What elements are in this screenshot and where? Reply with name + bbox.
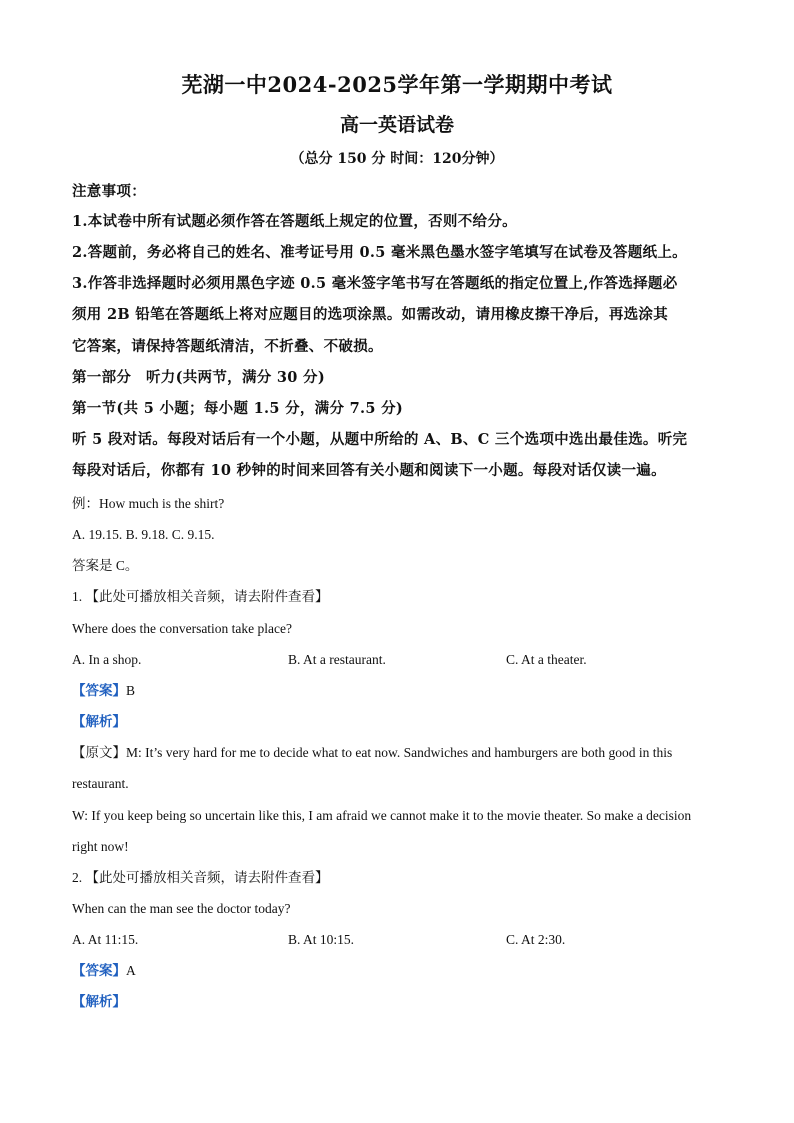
- instruction-item-3-line-1: 3.作答非选择题时必须用黑色字迹 0.5 毫米签字笔书写在答题纸的指定位置上,作答选择题必: [72, 275, 678, 292]
- section1-heading: 第一节(共 5 小题；每小题 1.5 分，满分 7.5 分): [72, 400, 404, 417]
- q1-audio-line: 1. 【此处可播放相关音频，请去附件查看】: [72, 589, 329, 604]
- q2-option-c: C. At 2:30.: [506, 932, 566, 947]
- instruction-item-2: 2.答题前，务必将自己的姓名、准考证号用 0.5 毫米黑色墨水签字笔填写在试卷及答题纸上。: [72, 244, 687, 261]
- listening-directions-line-2: 每段对话后，你都有 10 秒钟的时间来回答有关小题和阅读下一小题。每段对话仅读一遍。: [72, 462, 666, 479]
- listening-directions-line-1: 听 5 段对话。每段对话后有一个小题，从题中所给的 A、B、C 三个选项中选出最佳选。听完: [72, 431, 688, 448]
- instructions-heading: 注意事项：: [72, 183, 146, 200]
- q1-transcript-line-4: right now!: [72, 839, 129, 854]
- q1-transcript-text-1: M: It’s very hard for me to decide what to eat now. Sandwiches and hamburgers are both good in this: [126, 745, 673, 760]
- exam-score-time-note: （总分 150 分 时间：120分钟）: [290, 151, 504, 167]
- q1-option-b: B. At a restaurant.: [288, 652, 386, 667]
- q2-analysis-line: [72, 995, 732, 1009]
- q1-answer-line: [72, 684, 732, 698]
- q1-transcript-tag: 【原文】: [72, 745, 126, 760]
- q1-analysis-line: [72, 715, 732, 729]
- q1-analysis-tag: 【解析】: [72, 714, 126, 729]
- q1-transcript-line-2: restaurant.: [72, 776, 129, 791]
- q1-question: Where does the conversation take place?: [72, 621, 293, 636]
- q2-question: When can the man see the doctor today?: [72, 901, 291, 916]
- example-answer: 答案是 C。: [72, 558, 139, 573]
- q2-option-a: A. At 11:15.: [72, 932, 139, 947]
- q1-options: [72, 653, 732, 669]
- q1-transcript-line-1: [72, 746, 732, 760]
- example-question: 例：How much is the shirt?: [72, 496, 225, 511]
- exam-subtitle: 高一英语试卷: [339, 114, 454, 136]
- q1-option-c: C. At a theater.: [506, 652, 587, 667]
- q1-option-a: A. In a shop.: [72, 652, 142, 667]
- instruction-item-3-line-3: 它答案，请保持答题纸清洁，不折叠、不破损。: [72, 338, 383, 355]
- exam-title: 芜湖一中2024-2025学年第一学期期中考试: [181, 72, 613, 97]
- q2-answer-value: A: [126, 963, 136, 978]
- q2-option-b: B. At 10:15.: [288, 932, 355, 947]
- q1-answer-tag: 【答案】: [72, 683, 126, 698]
- q2-analysis-tag: 【解析】: [72, 994, 126, 1009]
- instruction-item-3-line-2: 须用 2B 铅笔在答题纸上将对应题目的选项涂黑。如需改动，请用橡皮擦干净后，再选涂其: [72, 306, 669, 323]
- q2-options: [72, 933, 732, 949]
- q2-answer-line: [72, 964, 732, 978]
- example-options: A. 19.15. B. 9.18. C. 9.15.: [72, 527, 215, 542]
- q2-audio-line: 2. 【此处可播放相关音频，请去附件查看】: [72, 870, 329, 885]
- q1-answer-value: B: [126, 683, 136, 698]
- part1-heading: 第一部分 听力(共两节，满分 30 分): [72, 369, 325, 386]
- q2-answer-tag: 【答案】: [72, 963, 126, 978]
- instruction-item-1: 1.本试卷中所有试题必须作答在答题纸上规定的位置，否则不给分。: [72, 213, 517, 230]
- q1-transcript-line-3: W: If you keep being so uncertain like this, I am afraid we cannot make it to the movie theater. So make a decision: [72, 808, 692, 823]
